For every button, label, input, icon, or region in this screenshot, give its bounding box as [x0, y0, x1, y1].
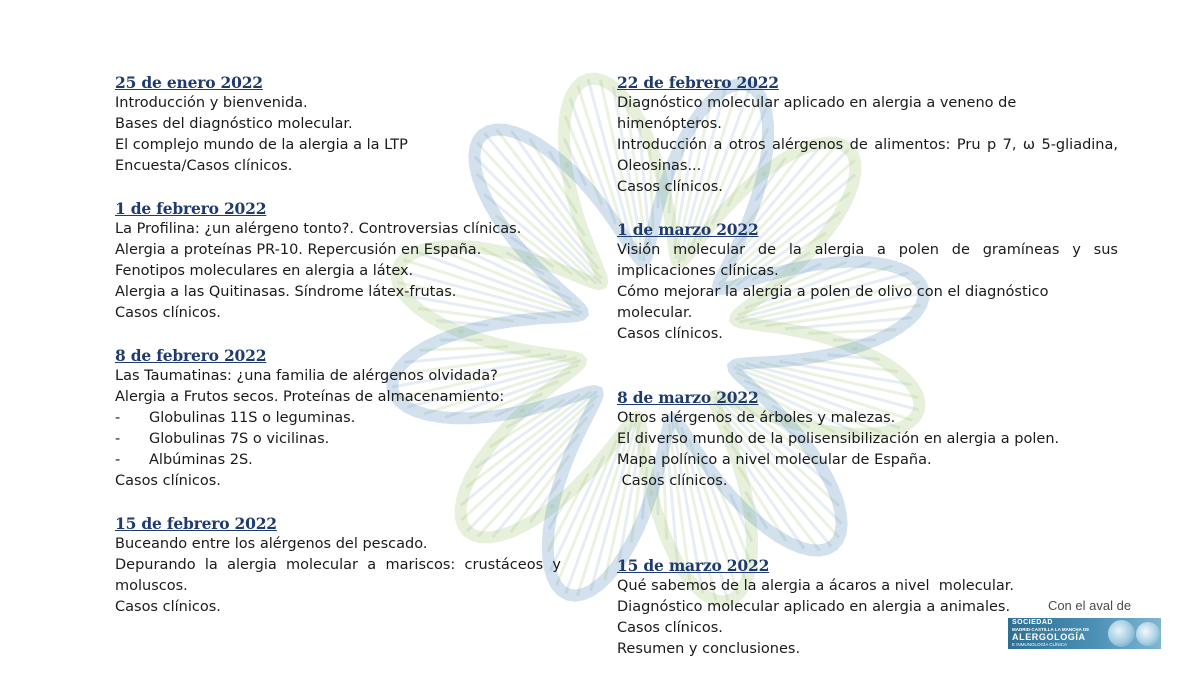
pollen-grain-icon: [1108, 620, 1135, 647]
session-topic: Introducción a otros alérgenos de alimentos: Pru p 7, ω 5-gliadina, Oleosinas...: [617, 137, 1118, 174]
session-topic: Bases del diagnóstico molecular.: [115, 116, 353, 132]
bullet-marker: -: [115, 410, 121, 426]
session-topic: Depurando la alergia molecular a mariscos: crustáceos y moluscos.: [115, 557, 561, 594]
bullet-item: [115, 408, 561, 429]
session-feb-1: [115, 198, 561, 324]
session-topic: El complejo mundo de la alergia a la LTP: [115, 137, 408, 153]
session-jan-25: [115, 72, 561, 177]
session-date: 22 de febrero 2022: [617, 73, 779, 92]
session-topic: Diagnóstico molecular aplicado en alergia a animales.: [617, 599, 1011, 615]
logo-text: MADRID-CASTILLA LA MANCHA DE: [1012, 627, 1090, 632]
session-topic: Casos clínicos.: [617, 620, 723, 636]
logo-text: E INMUNOLOGÍA CLÍNICA: [1012, 642, 1068, 647]
bullet-item: [115, 450, 561, 471]
bullet-marker: -: [115, 452, 121, 468]
session-topic: Fenotipos moleculares en alergia a látex.: [115, 263, 414, 279]
bullet-marker: -: [115, 431, 121, 447]
session-mar-1: [617, 219, 1118, 345]
session-feb-8: [115, 345, 561, 492]
session-date: 8 de marzo 2022: [617, 388, 759, 407]
session-topic: Casos clínicos.: [617, 179, 723, 195]
left-column: [115, 72, 561, 618]
session-mar-8: [617, 387, 1118, 492]
session-topic: Encuesta/Casos clínicos.: [115, 158, 293, 174]
session-date: 8 de febrero 2022: [115, 346, 267, 365]
session-topic: Cómo mejorar la alergia a polen de olivo con el diagnóstico molecular.: [617, 284, 1049, 321]
session-date: 25 de enero 2022: [115, 73, 263, 92]
session-topic: Alergia a proteínas PR-10. Repercusión en España.: [115, 242, 482, 258]
session-topic: Buceando entre los alérgenos del pescado.: [115, 536, 428, 552]
session-topic: Alergia a Frutos secos. Proteínas de almacenamiento:: [115, 389, 505, 405]
pollen-grain-icon: [1136, 622, 1160, 646]
session-topic: Casos clínicos.: [115, 473, 221, 489]
bullet-item: [115, 429, 561, 450]
session-feb-15: [115, 513, 561, 618]
session-topic: Resumen y conclusiones.: [617, 641, 801, 657]
session-topic: Otros alérgenos de árboles y malezas.: [617, 410, 896, 426]
session-topic: Las Taumatinas: ¿una familia de alérgenos olvidada?: [115, 368, 498, 384]
bullet-text: Albúminas 2S.: [149, 452, 253, 468]
bullet-text: Globulinas 11S o leguminas.: [149, 410, 356, 426]
session-topic: Introducción y bienvenida.: [115, 95, 308, 111]
session-date: 1 de marzo 2022: [617, 220, 759, 239]
session-topic: La Profilina: ¿un alérgeno tonto?. Controversias clínicas.: [115, 221, 522, 237]
session-topic: Casos clínicos.: [617, 326, 723, 342]
bullet-text: Globulinas 7S o vicilinas.: [149, 431, 330, 447]
session-topic: Mapa polínico a nivel molecular de España.: [617, 452, 932, 468]
society-logo: [1008, 618, 1161, 649]
logo-text: ALERGOLOGÍA: [1012, 632, 1086, 642]
session-feb-22: [617, 72, 1118, 198]
session-topic: Casos clínicos.: [115, 599, 221, 615]
session-topic: Casos clínicos.: [115, 305, 221, 321]
session-date: 1 de febrero 2022: [115, 199, 267, 218]
session-topic: Alergia a las Quitinasas. Síndrome látex-frutas.: [115, 284, 457, 300]
session-date: 15 de marzo 2022: [617, 556, 770, 575]
right-column: [617, 72, 1118, 660]
endorsement-label: Con el aval de: [1047, 598, 1132, 613]
session-topic: El diverso mundo de la polisensibilización en alergia a polen.: [617, 431, 1060, 447]
session-date: 15 de febrero 2022: [115, 514, 277, 533]
session-topic: Visión molecular de la alergia a polen de gramíneas y sus implicaciones clínicas.: [617, 242, 1118, 279]
session-topic: Qué sabemos de la alergia a ácaros a nivel molecular.: [617, 578, 1015, 594]
session-topic: Casos clínicos.: [617, 473, 728, 489]
logo-text: SOCIEDAD: [1012, 619, 1053, 626]
endorsement: [1008, 598, 1163, 649]
session-topic: Diagnóstico molecular aplicado en alergia a veneno de himenópteros.: [617, 95, 1017, 132]
